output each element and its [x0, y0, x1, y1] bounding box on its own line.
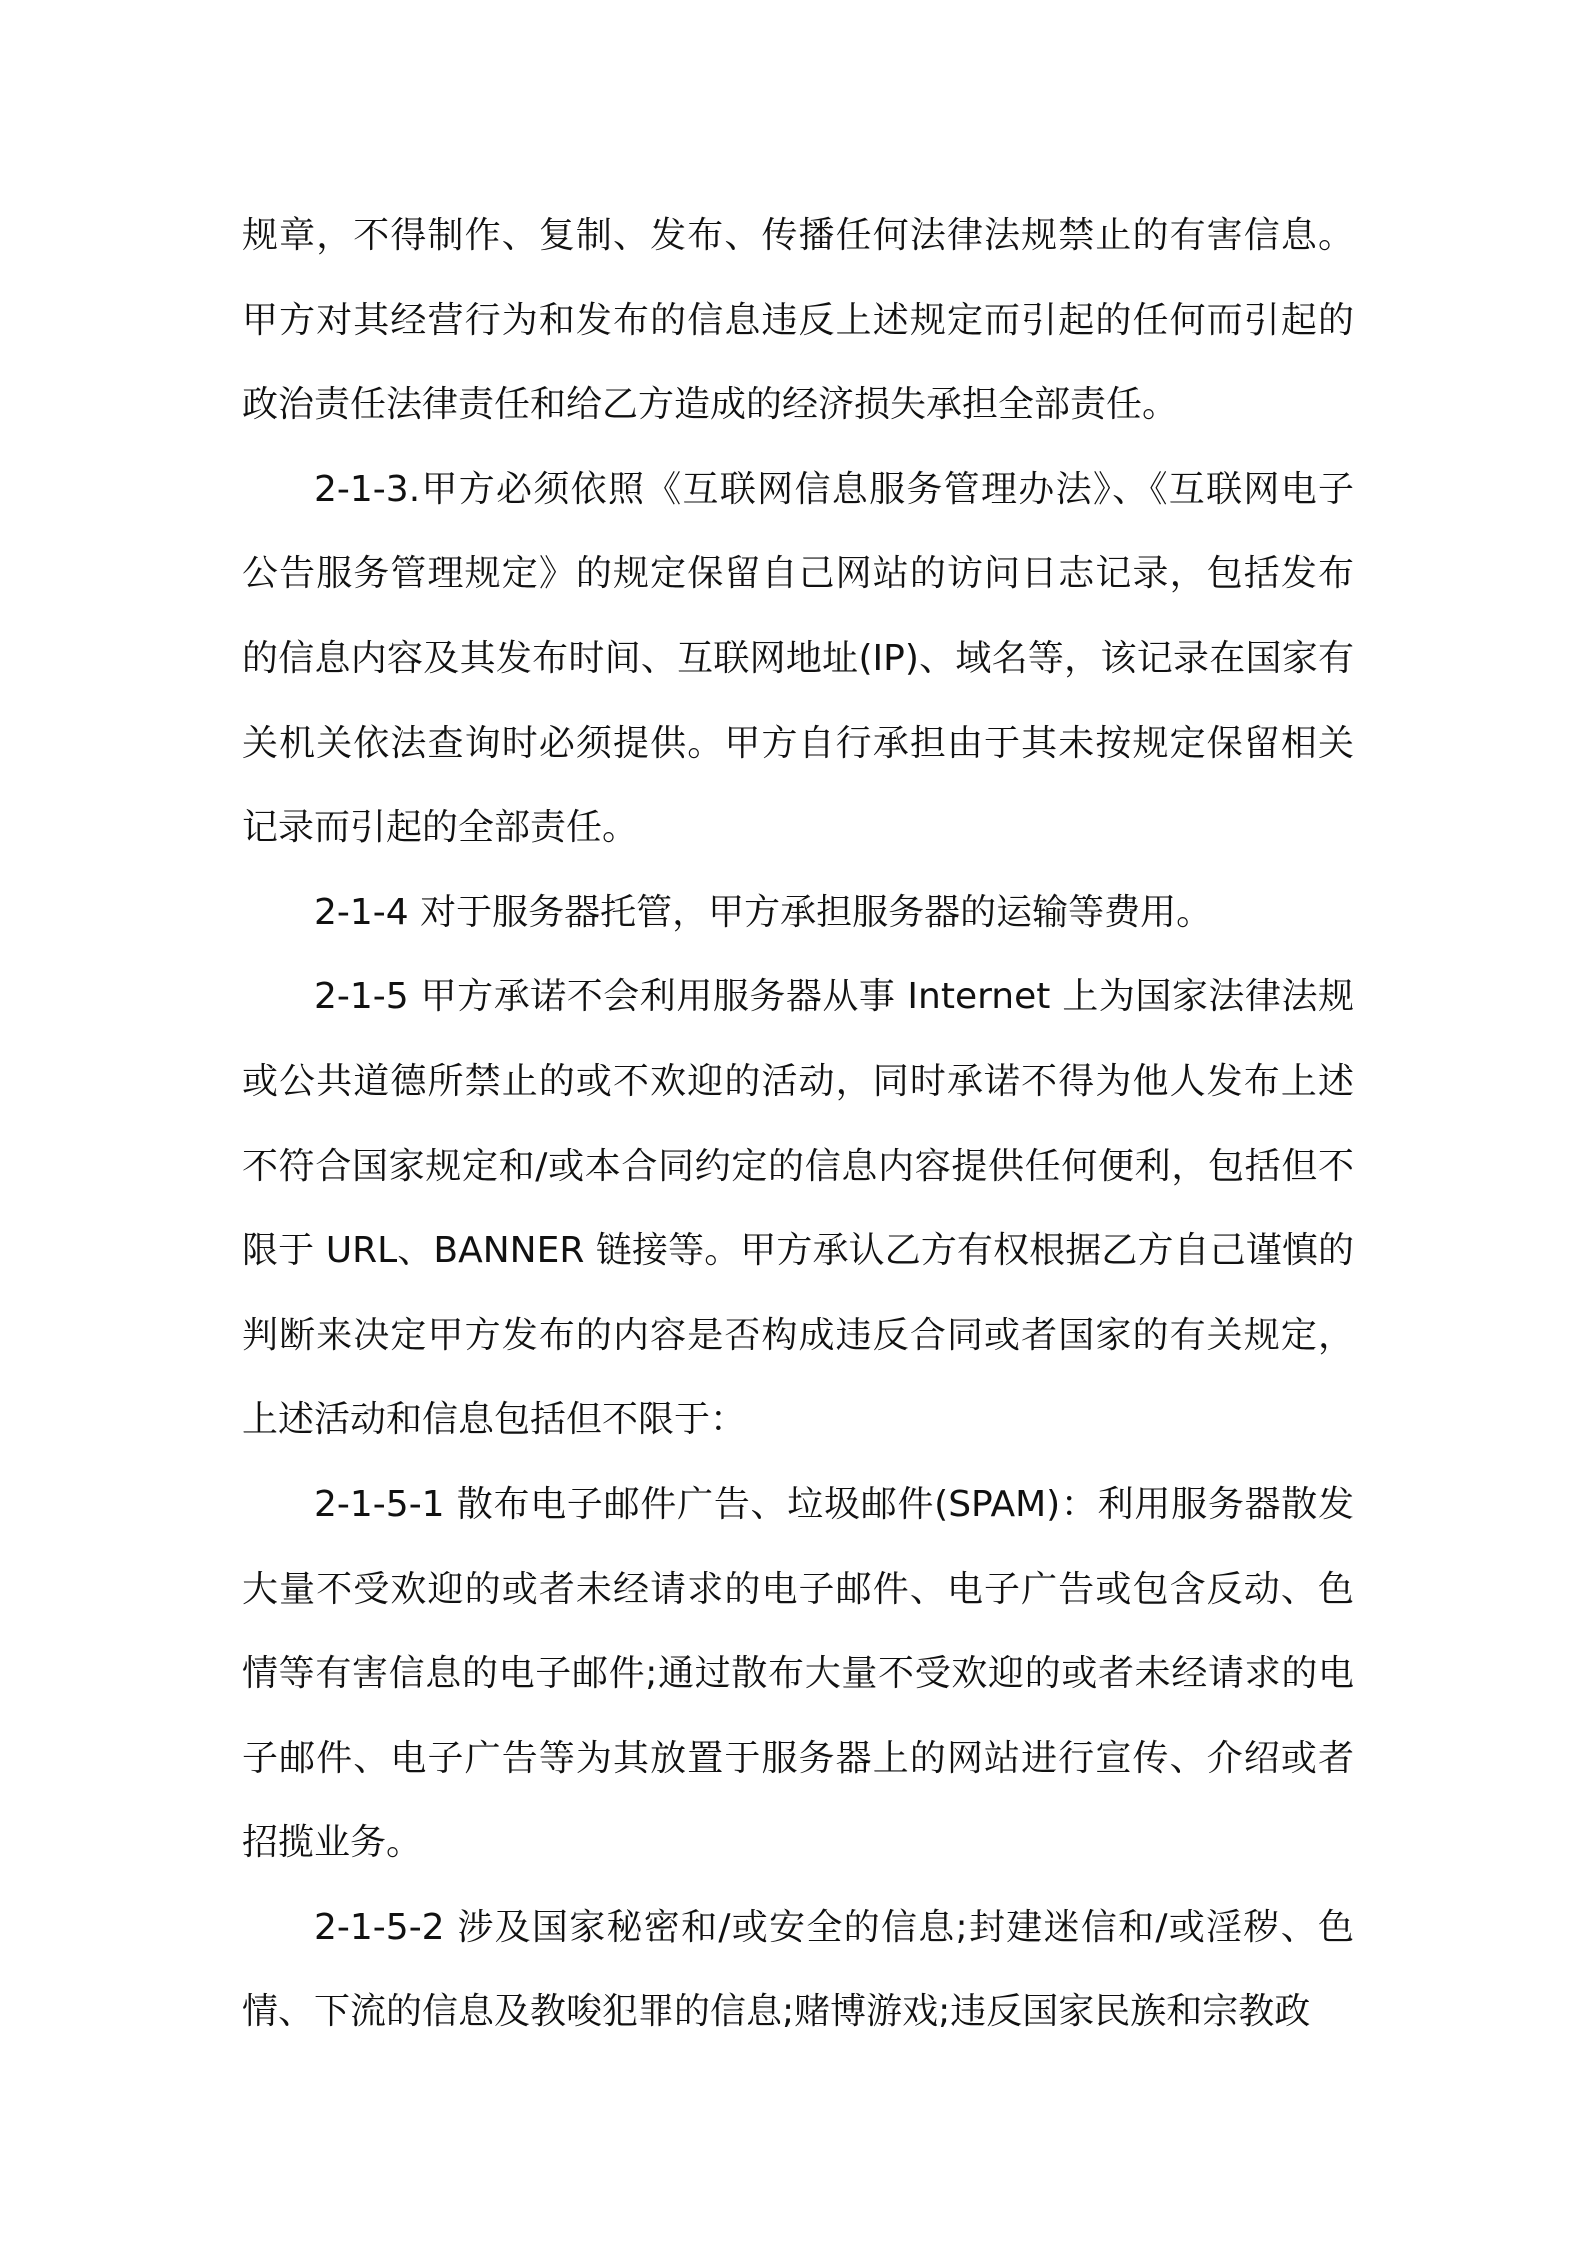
paragraph-2-1-5: 2-1-5 甲方承诺不会利用服务器从事 Internet 上为国家法律法规或公共道德所禁止的或不欢迎的活动，同时承诺不得为他人发布上述不符合国家规定和/或本合同约定的信息内容提供任何便利，包括但不限于 URL、BANNER 链接等。甲方承认乙方有权根据乙方自己谨慎的判断来决定甲方发布的内容是否构成违反合同或者国家的有关规定，上述活动和信息包括但不限于：: [242, 976, 1354, 1441]
document-body: [242, 194, 1354, 2055]
paragraph-2-1-5-1: 2-1-5-1 散布电子邮件广告、垃圾邮件(SPAM)：利用服务器散发大量不受欢迎的或者未经请求的电子邮件、电子广告或包含反动、色情等有害信息的电子邮件;通过散布大量不受欢迎的或者未经请求的电子邮件、电子广告等为其放置于服务器上的网站进行宣传、介绍或者招揽业务。: [242, 1483, 1354, 1864]
paragraph-continuation: 规章，不得制作、复制、发布、传播任何法律法规禁止的有害信息。甲方对其经营行为和发布的信息违反上述规定而引起的任何而引起的政治责任法律责任和给乙方造成的经济损失承担全部责任。: [242, 215, 1354, 426]
paragraph-2-1-4: 2-1-4 对于服务器托管，甲方承担服务器的运输等费用。: [314, 891, 1213, 933]
paragraph-2-1-3: 2-1-3.甲方必须依照《互联网信息服务管理办法》、《互联网电子公告服务管理规定》的规定保留自己网站的访问日志记录，包括发布的信息内容及其发布时间、互联网地址(IP)、域名等，该记录在国家有关机关依法查询时必须提供。甲方自行承担由于其未按规定保留相关记录而引起的全部责任。: [242, 468, 1354, 849]
paragraph-2-1-5-2: 2-1-5-2 涉及国家秘密和/或安全的信息;封建迷信和/或淫秽、色情、下流的信息及教唆犯罪的信息;赌博游戏;违反国家民族和宗教政: [242, 1906, 1354, 2033]
